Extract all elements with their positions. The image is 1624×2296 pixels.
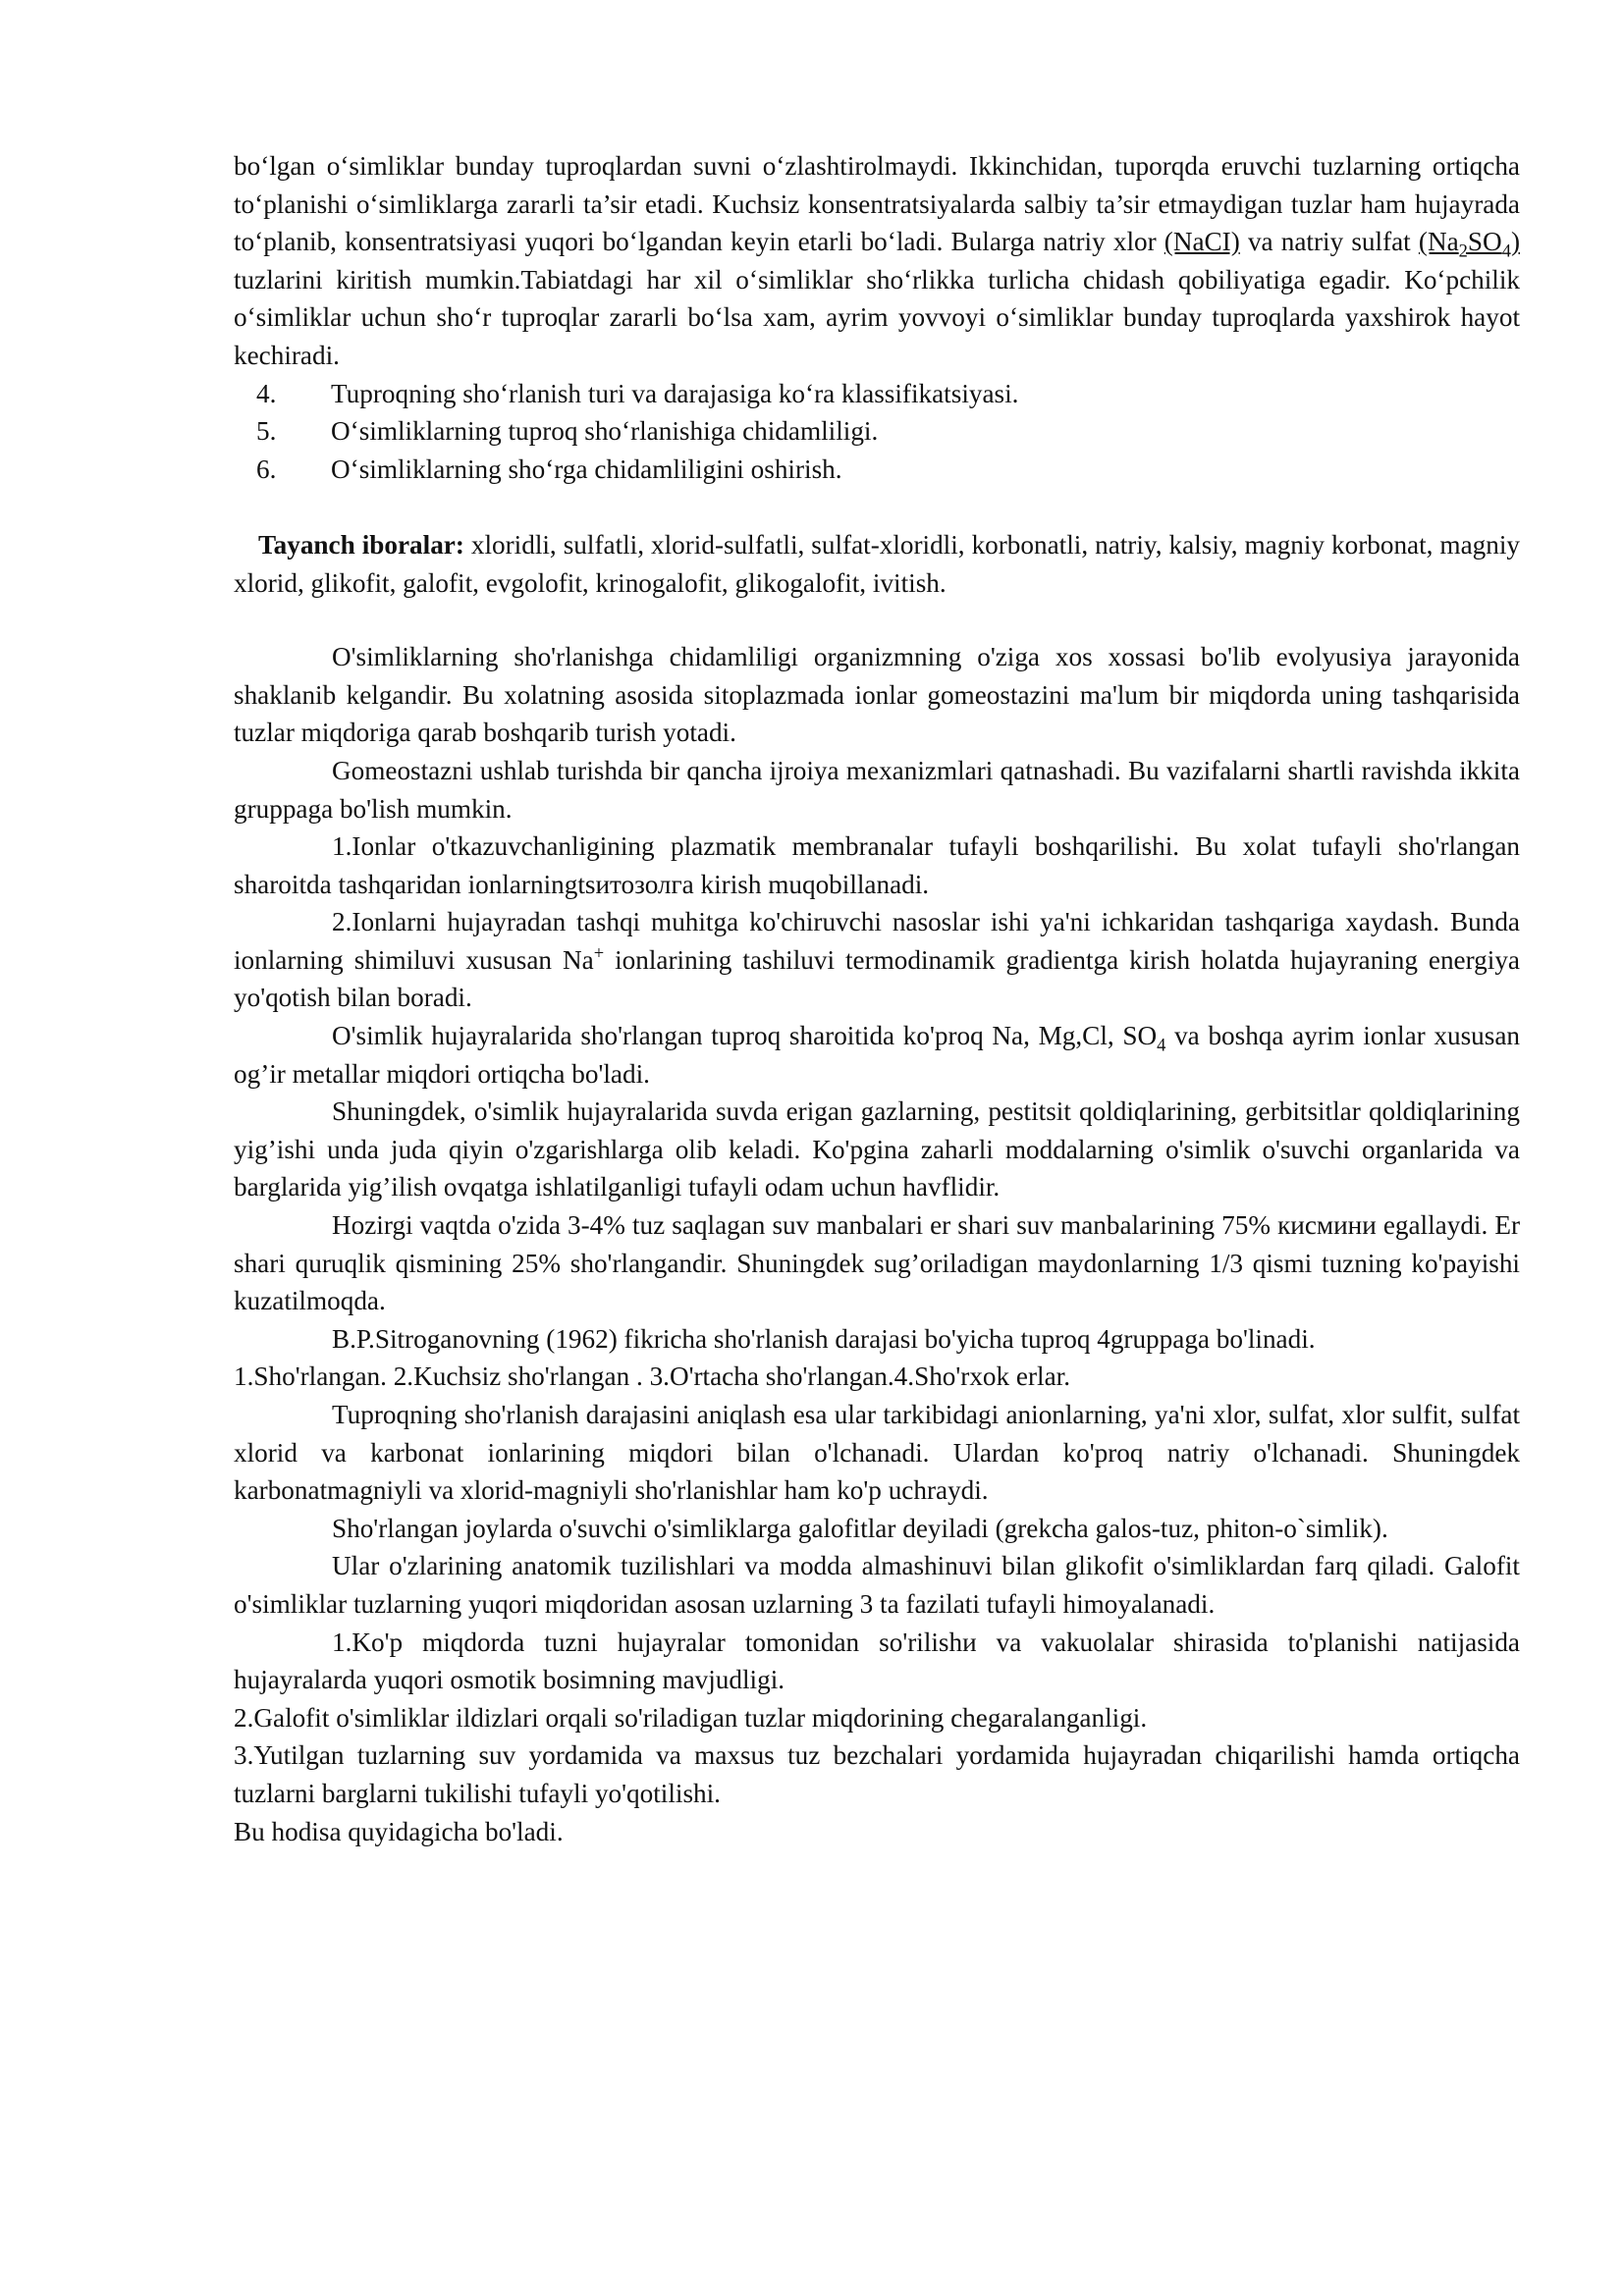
keywords-text: xloridli, sulfatli, xlorid-sulfatli, sulfat-xloridli, korbonatli, natriy, kalsiy, magniy korbonat, magniy xlorid, glikofit, galofit, evgolofit, krinogalofit, glikogalofit, ivitish.: [234, 529, 1520, 598]
body-paragraph: Bu hodisa quyidagicha bo'ladi.: [234, 1816, 564, 1846]
question-number: 4.: [256, 378, 277, 408]
nacl-formula: (NaCI): [1164, 227, 1240, 257]
question-number: 5.: [256, 416, 277, 447]
spacer: [234, 488, 1520, 526]
body-paragraph: Sho'rlangan joylarda o'suvchi o'simliklarga galofitlar deyiladi (grekcha galos-tuz, phiton-o`simlik).: [332, 1513, 1388, 1543]
body-paragraph: O'simliklarning sho'rlanishga chidamliligi organizmning o'ziga xos xossasi bo'lib evolyusiya jarayonida shaklanib kelgandir. Bu xolatning asosida sitoplazmada ionlar gomeostazini ma'lum bir miqdorda uning tashqarisida tuzlar miqdoriga qarab boshqarib turish yotadi.: [234, 642, 1520, 748]
intro-text-a: bo‘lgan o‘simliklar bunday tuproqlardan suvni o‘zlashtirolmaydi. Ikkinchidan, tuporqda eruvchi tuzlarning ortiqcha to‘planishi o‘simliklarga zararli ta’sir etadi. Kuchsiz konsentratsiyalarda salbiy ta’sir etmaydigan tuzlar ham hujayrada to‘planib, konsentratsiyasi yuqori bo‘lgandan keyin etarli bo‘ladi. Bularga natriy xlor: [234, 151, 1520, 257]
question-text: O‘simliklarning tuproq sho‘rlanishiga chidamliligi.: [331, 416, 879, 447]
body-paragraph: Hozirgi vaqtda o'zida 3-4% tuz saqlagan suv manbalari er shari suv manbalarining 75% кисмини egallaydi. Er shari quruqlik qismining 25% sho'rlangandir. Shuningdek sug’oriladigan maydonlarning 1/3 qismi tuzning ko'payishi kuzatilmoqda.: [234, 1210, 1520, 1316]
body-paragraph: 2.Ionlarni hujayradan tashqi muhitga ko'chiruvchi nasoslar ishi ya'ni ichkaridan tashqariga xaydash. Bunda ionlarning shimiluvi xususan Na+ ionlarining tashiluvi termodinamik gradientga kirish holatda hujayraning energiya yo'qotish bilan boradi.: [234, 907, 1520, 1013]
question-item: [256, 451, 1520, 489]
body-paragraph: 1.Sho'rlangan. 2.Kuchsiz sho'rlangan . 3.O'rtacha sho'rlangan.4.Sho'rxok erlar.: [234, 1362, 1070, 1392]
document-page: [234, 147, 1520, 1850]
body-paragraph: O'simlik hujayralarida sho'rlangan tuproq sharoitida ko'proq Na, Mg,Cl, $SO_4$ va boshqa ayrim ionlar xususan og’ir metallar miqdori ortiqcha bo'ladi.: [234, 1021, 1521, 1089]
body-paragraph: 1.Ionlar o'tkazuvchanligining plazmatik membranalar tufayli boshqarilishi. Bu xolat tufayli sho'rlangan sharoitda tashqaridan ionlarningtsитозолга kirish muqobillanadi.: [234, 831, 1520, 899]
question-item: [256, 412, 1520, 451]
body-paragraph: 1.Ko'p miqdorda tuzni hujayralar tomonidan so'rilishи va vakuolalar shirasida to'planishi natijasida hujayralarda yuqori osmotik bosimning mavjudligi.: [234, 1627, 1520, 1695]
body-paragraph: Shuningdek, o'simlik hujayralarida suvda erigan gazlarning, pestitsit qoldiqlarining, gerbitsitlar qoldiqlarining yig’ishi unda juda qiyin o'zgarishlarga olib keladi. Ko'pgina zaharli moddalarning o'simlik o'suvchi organlarida va barglarida yig’ilish ovqatga ishlatilganligi tufayli odam uchun havflidir.: [234, 1096, 1520, 1202]
body-paragraph: 3.Yutilgan tuzlarning suv yordamida va maxsus tuz bezchalari yordamida hujayradan chiqarilishi hamda ortiqcha tuzlarni barglarni tukilishi tufayli yo'qotilishi.: [234, 1740, 1520, 1808]
question-number: 6.: [256, 454, 277, 484]
body-paragraph: B.P.Sitroganovning (1962) fikricha sho'rlanish darajasi bo'yicha tuproq 4gruppaga bo'linadi.: [332, 1323, 1316, 1354]
intro-text-b: va natriy sulfat: [1239, 227, 1419, 257]
question-text: Tuproqning sho‘rlanish turi va darajasiga ko‘ra klassifikatsiyasi.: [331, 378, 1019, 408]
body-paragraph: 2.Galofit o'simliklar ildizlari orqali so'riladigan tuzlar miqdorining chegaralanganligi.: [234, 1702, 1148, 1733]
keywords-label: Tayanch iboralar:: [258, 529, 464, 560]
keywords-paragraph: [234, 526, 1520, 602]
spacer: [234, 602, 1520, 638]
question-text: O‘simliklarning sho‘rga chidamliligini oshirish.: [331, 454, 842, 484]
body-paragraph: Ular o'zlarining anatomik tuzilishlari va modda almashinuvi bilan glikofit o'simliklardan farq qiladi. Galofit o'simliklar tuzlarning yuqori miqdoridan asosan uzlarning 3 ta fazilati tufayli himoyalanadi.: [234, 1551, 1520, 1619]
body-paragraph: Tuproqning sho'rlanish darajasini aniqlash esa ular tarkibidagi anionlarning, ya'ni xlor, sulfat, xlor sulfit, sulfat xlorid va karbonat ionlarining miqdori bilan o'lchanadi. Ulardan ko'proq natriy o'lchanadi. Shuningdek karbonatmagniyli va xlorid-magniyli sho'rlanishlar ham ko'p uchraydi.: [234, 1400, 1520, 1506]
question-item: [256, 375, 1520, 413]
na2so4-formula: $(Na_2SO_4)$: [1418, 227, 1520, 261]
intro-text-c: tuzlarini kiritish mumkin.Tabiatdagi har xil o‘simliklar sho‘rlikka turlicha chidash qobiliyatiga egadir. Ko‘pchilik o‘simliklar uchun sho‘r tuproqlar zararli bo‘lsa xam, ayrim yovvoyi o‘simliklar bunday tuproqlarda yaxshirok hayot kechiradi.: [234, 264, 1520, 370]
body-paragraph: Gomeostazni ushlab turishda bir qancha ijroiya mexanizmlari qatnashadi. Bu vazifalarni shartli ravishda ikkita gruppaga bo'lish mumkin.: [234, 755, 1520, 824]
intro-paragraph: [234, 147, 1520, 375]
